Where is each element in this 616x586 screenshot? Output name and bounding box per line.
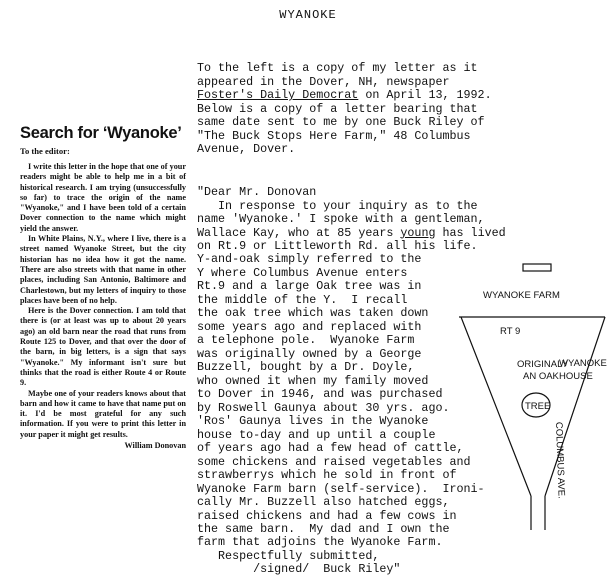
letter-signature: /signed/ Buck Riley" bbox=[197, 562, 401, 576]
intro-note: To the left is a copy of my letter as it appeared in the Dover, NH, newspaper Foster's Daily Democrat on April 13, 1992. Below is a copy of a letter bearing that same date sent to me by one Buck Riley of "The Buck Stops Here Farm," 48 Columbus Avenue, Dover. bbox=[197, 61, 492, 156]
house-label: HOUSE bbox=[559, 371, 593, 382]
clipping-salutation: To the editor: bbox=[20, 146, 70, 156]
newspaper-name: Foster's Daily Democrat bbox=[197, 88, 359, 102]
house-label: WYANOKE bbox=[559, 358, 607, 369]
barn-icon bbox=[523, 264, 551, 271]
clipping-signature: William Donovan bbox=[124, 441, 186, 451]
letter-body: Y-and-oak simply referred to the Y where Columbus Avenue enters Rt.9 and a large Oak tree was in the middle of the Y. I recall the oak tree which was taken down some years ago and replaced with a telephone pole. Wyanoke Farm was originally owned by a George Buzzell, bought by a Dr. Doyle, who owned it when my family moved to Dover in 1946, and was purchased by Roswell Gaunya about 30 yrs. ago. 'Ros' Gaunya lives in the Wyanoke house to-day and up until a couple of years ago had a few head of cattle, some chickens and raised vegetables and strawberrys which he sold in front of Wyanoke Farm barn (self-service). Ironi- cally Mr. Buzzell also hatched eggs, raised chickens and had a few cows in the same barn. My dad and I own the bbox=[197, 252, 485, 536]
letter-opening: "Dear Mr. Donovan In response to your inquiry as to the name 'Wyanoke.' I spoke with a gentleman, Wallace Kay, who at 85 years young has lived on Rt.9 or Littleworth Rd. all his life. bbox=[197, 185, 506, 253]
tree-label: TREE bbox=[525, 401, 551, 412]
y-intersection bbox=[461, 317, 605, 530]
avenue-label: COLUMBUS AVE. bbox=[553, 421, 567, 499]
clipping-paragraph: I write this letter in the hope that one of your readers might be able to help me in a bit of historical research. I am trying (unsuccessfully so far) to trace the origin of the name "Wyanoke," and I have been told of a certain Dover connection to the name which might yield the answer. bbox=[20, 162, 186, 233]
route-label: RT 9 bbox=[500, 326, 521, 337]
clipping-headline: Search for ‘Wyanoke’ bbox=[20, 124, 182, 142]
clipping-paragraph: In White Plains, N.Y., where I live, there is a street named Wyanoke Street, but the city historian has no idea how it got the name. There are also streets with that name in other places, including San Antonio, Baltimore and Charlestown, but my letters of inquiry to those places have been of no help. bbox=[20, 234, 186, 305]
farm-label: WYANOKE FARM bbox=[483, 290, 560, 301]
letter-closing: farm that adjoins the Wyanoke Farm. Respectfully submitted, /signed/ Buck Riley" bbox=[197, 535, 443, 576]
page-title: WYANOKE bbox=[279, 8, 337, 22]
oak-label: AN OAK bbox=[523, 371, 559, 382]
hand-drawn-map bbox=[455, 262, 611, 532]
clipping-paragraph: Here is the Dover connection. I am told that there is (or at least was up to about 20 years ago) an old barn near the road that runs from Route 125 to Dover, and that over the door of the barn, in big letters, is a sign that says "Wyanoke." My informant isn't sure but thinks that the road is either Route 4 or Route 9. bbox=[20, 306, 186, 388]
newspaper-clipping bbox=[16, 124, 186, 450]
oak-label: ORIGINALY bbox=[517, 359, 569, 370]
clipping-paragraph: Maybe one of your readers knows about that barn and how it came to have that name put on it. I'd be most grateful for any such information. If you were to print this letter in your paper it might get results. bbox=[20, 388, 186, 439]
